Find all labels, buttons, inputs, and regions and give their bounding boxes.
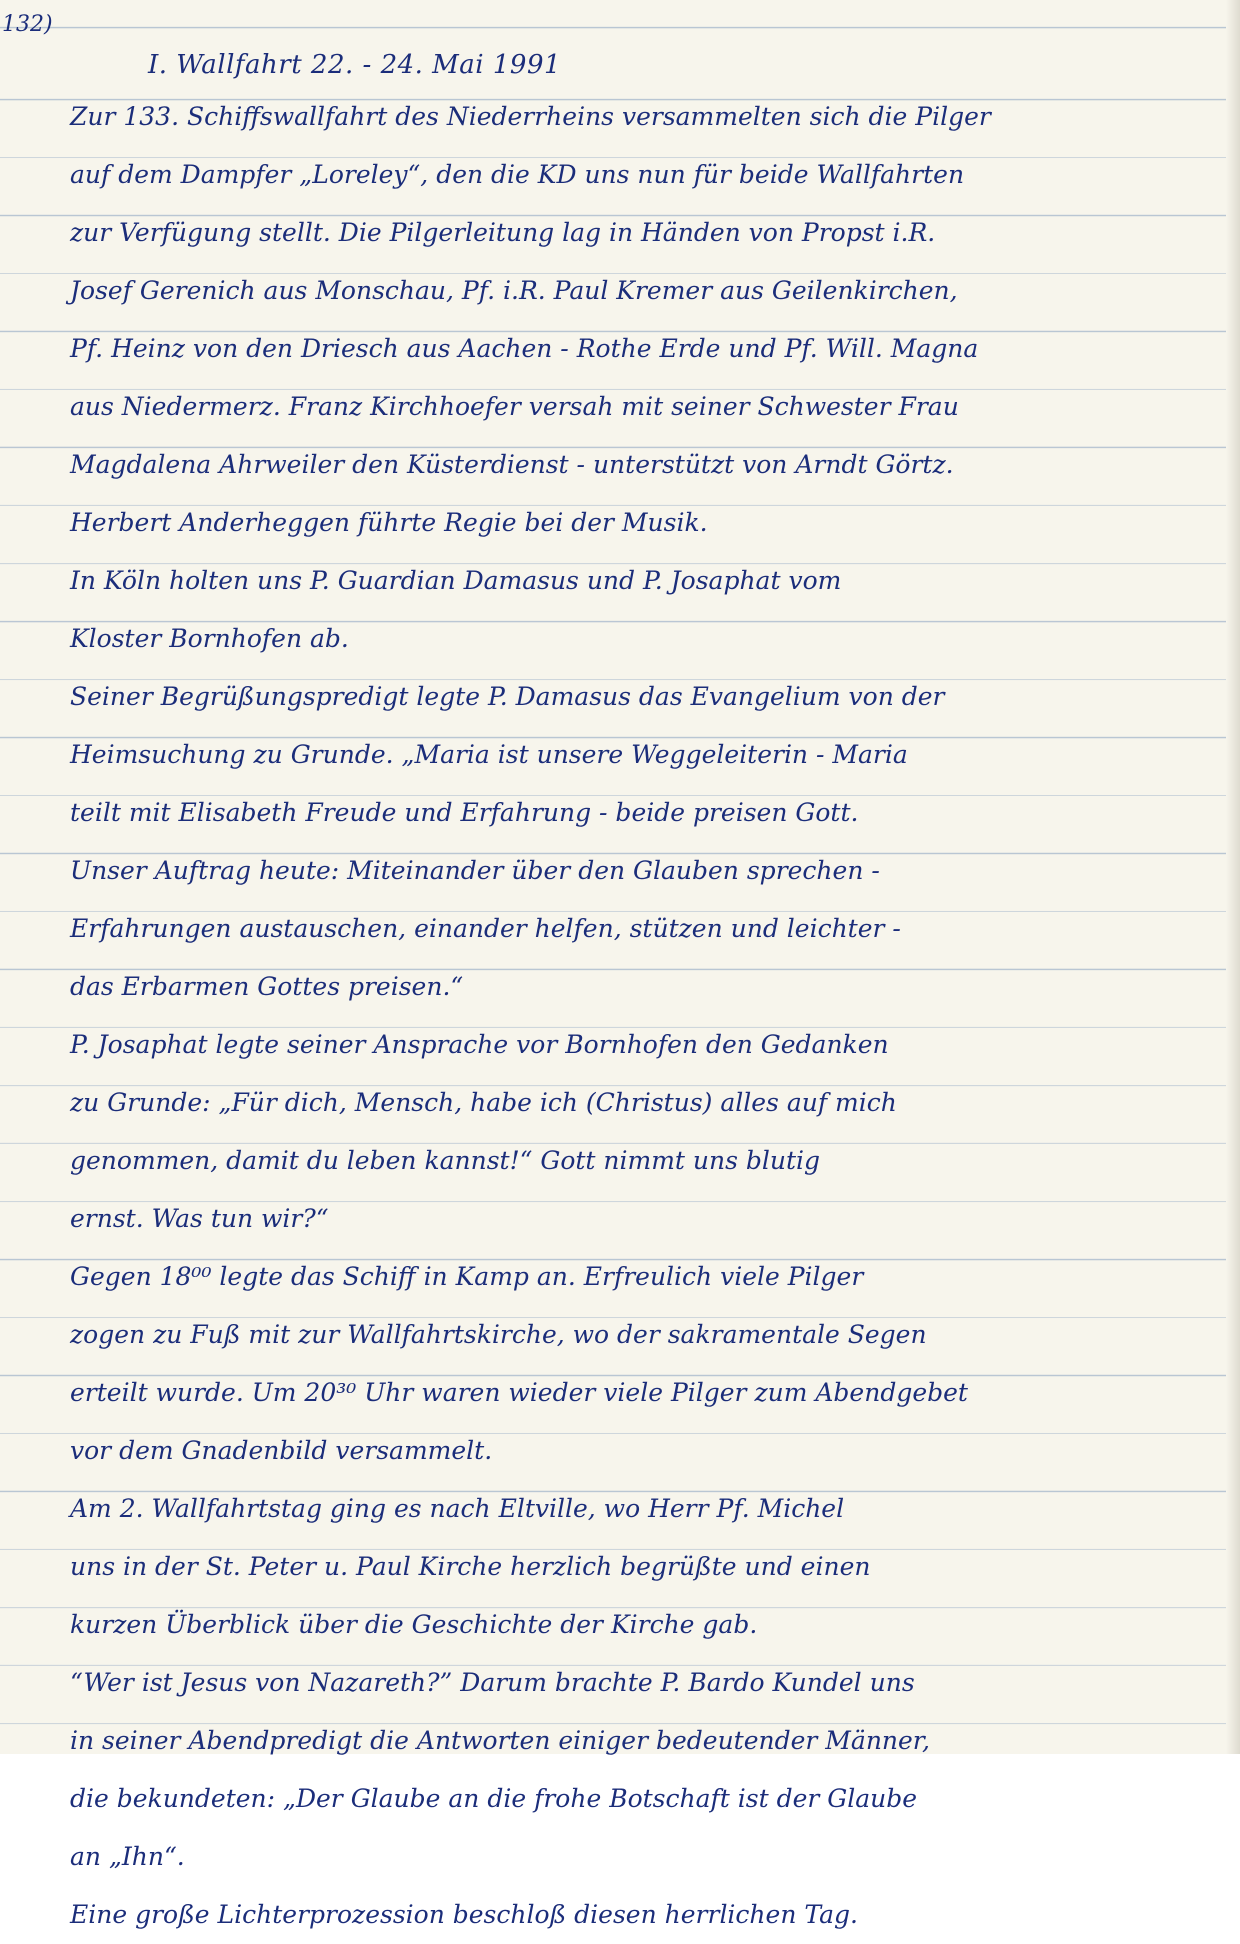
text-line: teilt mit Elisabeth Freude und Erfahrung - beide preisen Gott. bbox=[70, 798, 859, 827]
text-line: P. Josaphat legte seiner Ansprache vor Bornhofen den Gedanken bbox=[70, 1030, 889, 1059]
text-line: Pf. Heinz von den Driesch aus Aachen - Rothe Erde und Pf. Will. Magna bbox=[70, 334, 979, 363]
text-line: in seiner Abendpredigt die Antworten einiger bedeutender Männer, bbox=[70, 1726, 930, 1755]
text-line: In Köln holten uns P. Guardian Damasus und P. Josaphat vom bbox=[70, 566, 842, 595]
text-line: Gegen 18⁰⁰ legte das Schiff in Kamp an. Erfreulich viele Pilger bbox=[70, 1262, 864, 1291]
text-line: Am 2. Wallfahrtstag ging es nach Eltville, wo Herr Pf. Michel bbox=[70, 1494, 845, 1523]
text-line: das Erbarmen Gottes preisen.“ bbox=[70, 972, 464, 1001]
entry-heading: I. Wallfahrt 22. - 24. Mai 1991 bbox=[148, 50, 562, 80]
text-line: “Wer ist Jesus von Nazareth?” Darum brachte P. Bardo Kundel uns bbox=[70, 1668, 915, 1697]
text-line: vor dem Gnadenbild versammelt. bbox=[70, 1436, 493, 1465]
page-number: 132) bbox=[2, 12, 53, 37]
text-line: Eine große Lichterprozession beschloß diesen herrlichen Tag. bbox=[70, 1900, 858, 1929]
text-line: auf dem Dampfer „Loreley“, den die KD uns nun für beide Wallfahrten bbox=[70, 160, 965, 189]
handwritten-text bbox=[70, 88, 1190, 1944]
text-line: uns in der St. Peter u. Paul Kirche herzlich begrüßte und einen bbox=[70, 1552, 871, 1581]
text-line: zu Grunde: „Für dich, Mensch, habe ich (Christus) alles auf mich bbox=[70, 1088, 897, 1117]
text-line: aus Niedermerz. Franz Kirchhoefer versah mit seiner Schwester Frau bbox=[70, 392, 959, 421]
text-line: Herbert Anderheggen führte Regie bei der Musik. bbox=[70, 508, 708, 537]
text-line: Josef Gerenich aus Monschau, Pf. i.R. Paul Kremer aus Geilenkirchen, bbox=[70, 276, 958, 305]
text-line: Magdalena Ahrweiler den Küsterdienst - unterstützt von Arndt Görtz. bbox=[70, 450, 954, 479]
text-line: Zur 133. Schiffswallfahrt des Niederrheins versammelten sich die Pilger bbox=[70, 102, 991, 131]
text-line: ernst. Was tun wir?“ bbox=[70, 1204, 329, 1233]
page-edge bbox=[1226, 0, 1240, 1754]
text-line: Seiner Begrüßungspredigt legte P. Damasus das Evangelium von der bbox=[70, 682, 945, 711]
text-line: die bekundeten: „Der Glaube an die frohe Botschaft ist der Glaube bbox=[70, 1784, 918, 1813]
text-line: an „Ihn“. bbox=[70, 1842, 185, 1871]
text-line: Heimsuchung zu Grunde. „Maria ist unsere Weggeleiterin - Maria bbox=[70, 740, 908, 769]
text-line: zur Verfügung stellt. Die Pilgerleitung lag in Händen von Propst i.R. bbox=[70, 218, 936, 247]
text-line: Erfahrungen austauschen, einander helfen, stützen und leichter - bbox=[70, 914, 901, 943]
text-line: zogen zu Fuß mit zur Wallfahrtskirche, wo der sakramentale Segen bbox=[70, 1320, 927, 1349]
text-line: genommen, damit du leben kannst!“ Gott nimmt uns blutig bbox=[70, 1146, 821, 1175]
text-line: Unser Auftrag heute: Miteinander über den Glauben sprechen - bbox=[70, 856, 880, 885]
text-line: Kloster Bornhofen ab. bbox=[70, 624, 349, 653]
text-line: kurzen Überblick über die Geschichte der Kirche gab. bbox=[70, 1610, 758, 1639]
text-line: erteilt wurde. Um 20³⁰ Uhr waren wieder viele Pilger zum Abendgebet bbox=[70, 1378, 968, 1407]
